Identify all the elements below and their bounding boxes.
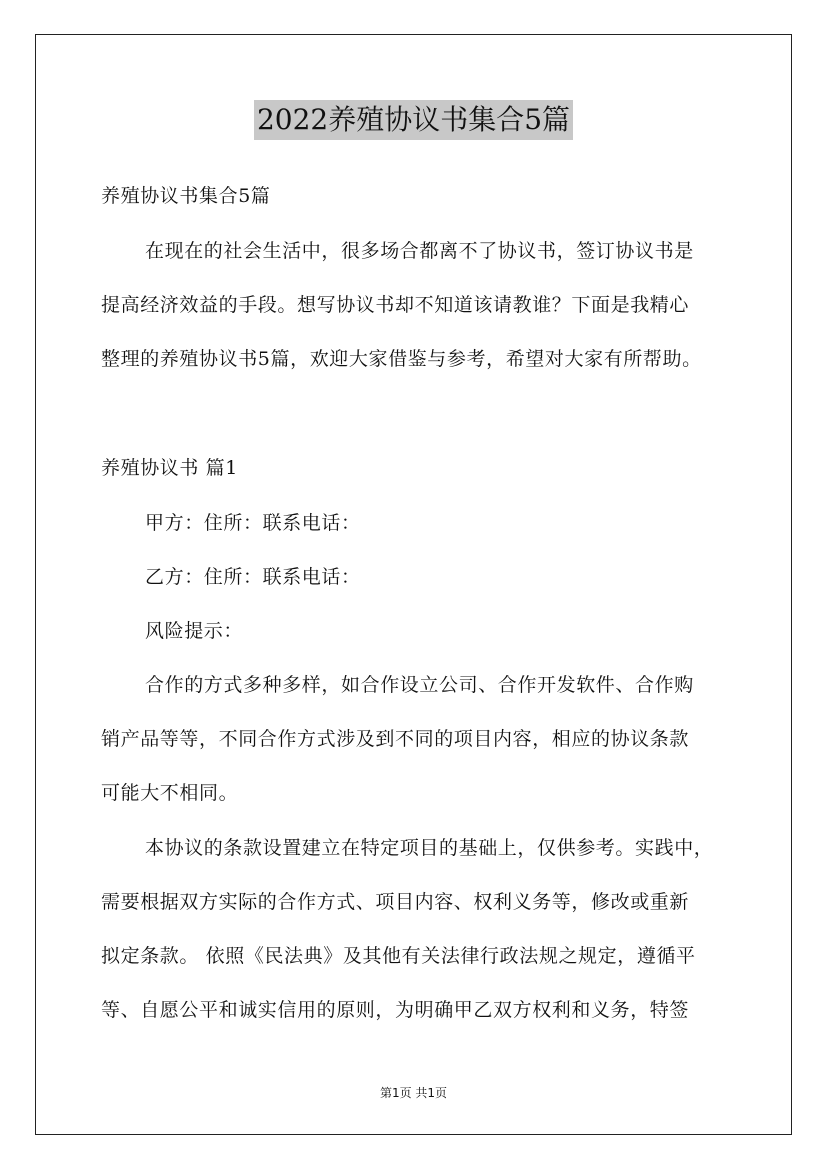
intro-line-2: 提高经济效益的手段。想写协议书却不知道该请教谁？下面是我精心: [101, 294, 690, 316]
intro-line-3: 整理的养殖协议书5篇，欢迎大家借鉴与参考，希望对大家有所帮助。: [101, 348, 702, 370]
para1-line-2: 销产品等等，不同合作方式涉及到不同的项目内容，相应的协议条款: [101, 728, 690, 750]
section-heading: 养殖协议书 篇1: [101, 457, 238, 479]
risk-label: 风险提示：: [145, 620, 244, 642]
para1-line-1: 合作的方式多种多样，如合作设立公司、合作开发软件、合作购: [145, 674, 694, 696]
para2-line-2: 需要根据双方实际的合作方式、项目内容、权利义务等，修改或重新: [101, 891, 690, 913]
para2-line-1: 本协议的条款设置建立在特定项目的基础上，仅供参考。实践中，: [145, 837, 714, 859]
document-subtitle: 养殖协议书集合5篇: [101, 185, 271, 207]
para1-line-3: 可能大不相同。: [101, 782, 239, 804]
title-container: [0, 100, 827, 140]
party-b-line: 乙方：住所：联系电话：: [145, 566, 361, 588]
para2-line-4: 等、自愿公平和诚实信用的原则，为明确甲乙双方权利和义务，特签: [101, 999, 690, 1021]
intro-line-1: 在现在的社会生活中，很多场合都离不了协议书，签订协议书是: [145, 240, 694, 262]
document-title: 2022养殖协议书集合5篇: [254, 100, 573, 140]
party-a-line: 甲方：住所：联系电话：: [145, 512, 361, 534]
para2-line-3: 拟定条款。 依照《民法典》及其他有关法律行政法规之规定，遵循平: [101, 945, 696, 967]
page-footer: 第1页 共1页: [379, 1086, 448, 1100]
